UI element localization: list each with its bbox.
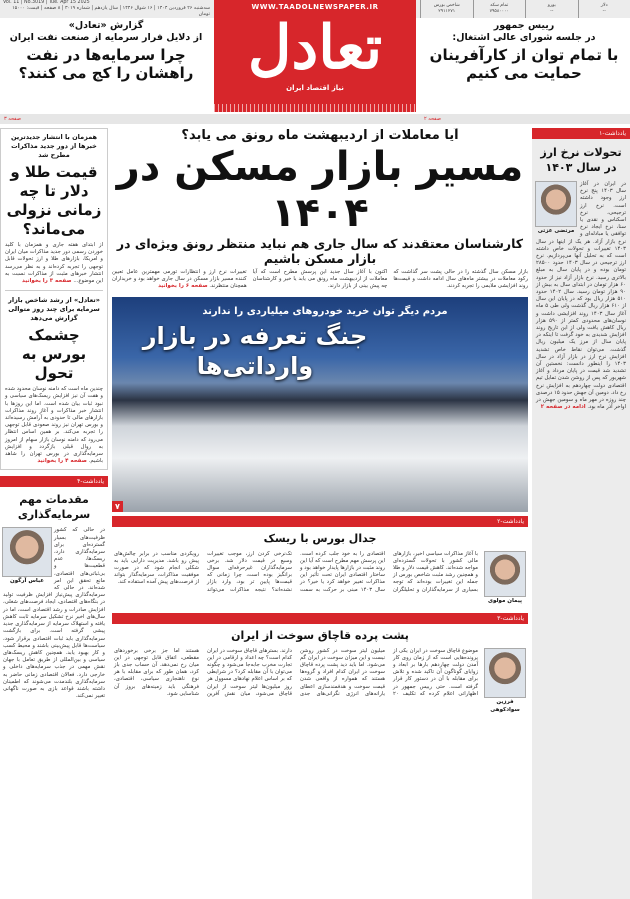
page-ref[interactable]: صفحه ۲ bbox=[424, 116, 441, 122]
logo-ruler bbox=[214, 104, 416, 112]
gold-dollar-story[interactable] bbox=[5, 133, 103, 285]
lead-photo[interactable] bbox=[112, 297, 528, 512]
quote-value: ۲۹۱۱۲۷۱ bbox=[438, 9, 456, 14]
kicker: از دلایل فرار سرمایه از صنعت نفت ایران bbox=[9, 32, 203, 43]
kicker: رییس جمهور bbox=[493, 20, 555, 31]
date-line: سه‌شنبه ۲۶ فروردین ۱۴۰۴ | ۱۶ شوال ۱۴۴۶ | سال یازدهم | شماره ۳۰۱۹ | ۸ صفحه | قیمت: ۱۵۰۰۰ تومان bbox=[12, 6, 210, 17]
quote-value: -- bbox=[602, 9, 606, 14]
headline: با تمام توان از کارآفرینان حمایت می کنیم bbox=[429, 46, 619, 82]
editorial-title: تحولات نرخ ارز در سال ۱۴۰۳ bbox=[540, 146, 622, 174]
quote-label: تمام سکه bbox=[490, 3, 509, 8]
logo-name: تعادل bbox=[247, 13, 383, 83]
read-more-link[interactable]: صفحه ۶ را بخوانید bbox=[158, 283, 208, 290]
quote-label: دلار bbox=[600, 3, 608, 8]
lead-headline: مسیر بازار مسکن در ۱۴۰۴ bbox=[116, 144, 524, 236]
author-block bbox=[2, 527, 52, 585]
volume-line: Vol. 11 | No.3019 | Tue. Apr 15 2025 bbox=[3, 0, 90, 5]
kicker: در جلسه شورای عالی اشتغال: bbox=[452, 32, 596, 43]
quote-stock-index bbox=[420, 0, 473, 18]
read-more-link[interactable]: صفحه ۴ را بخوانید bbox=[37, 458, 87, 465]
kicker: «تعادل» از رشد شاخص بازار سرمایه برای چند روز متوالی گزارش می‌دهد bbox=[8, 296, 100, 323]
section-label: یادداشت-۱ bbox=[532, 128, 630, 139]
quote-value: ۷۹۵۸۰۰۰۰ bbox=[489, 9, 509, 14]
editorial-title: پشت پرده قاچاق سوخت از ایران bbox=[231, 628, 409, 642]
author-name: مرتضی عزتی bbox=[537, 228, 575, 234]
quote-label: یورو bbox=[547, 3, 556, 8]
lead-subhead: کارشناسان معتقدند که سال جاری هم نباید منتظر رونق ویژه‌ای در بازار مسکن باشیم bbox=[116, 236, 524, 266]
author-name: پیمان مولوی bbox=[487, 597, 523, 604]
editorial-4[interactable] bbox=[0, 476, 108, 700]
author-block bbox=[484, 551, 526, 605]
author-block bbox=[535, 181, 577, 235]
author-name: عباس آرگون bbox=[10, 578, 44, 585]
photo-headline: جنگ تعرفه در بازار وارداتی‌ها bbox=[142, 321, 368, 380]
quote-value: -- bbox=[550, 9, 554, 14]
editorial-body: موضوع قاچاق سوخت در ایران یکی از پرونده‌هایی است که از زمان روی کار آمدن دولت چهاردهم بارها بر ابعاد و زوایای گوناگون آن تاکید شده و تلاش برای مقابله با آن در دستور کار قرار گرفته است. حتی رییس جمهور در اظهاراتی اعلام کرده که تکلیف ۲۰ میلیون لیتر سوخت در کشور روشن نیست و این میزان سوخت در ایران گم می‌شود. اما باید دید پشت پرده قاچاق سوخت در ایران کدام افراد و گروه‌ها هستند که همواره از واقعی شدن قیمت سوخت و هدفمندسازی اعطای یارانه‌های انرژی نگرانی‌های جدی دارند. بسترهای قاچاق سوخت در ایران کدام است؟ چه اعداد و ارقامی در این تجارت مخرب جابه‌جا می‌شود و چگونه می‌توان با آن مقابله کرد؟ در شرایطی که بر اساس اعلام نهادهای مسوول هر روز میلیون‌ها لیتر سوخت از ایران قاچاق می‌شود، میان نقش آفرین هستند اما جز برخی برخوردهای مقطعی، اتفاق قابل توجهی در این میان رخ نمی‌دهد. آن حساب جدی باز کرد، همان طور که برای مقابله با هر نوع ناهنجاری سیاسی، اقتصادی، فرهنگی باید زمینه‌های بروز آن شناسایی شود. bbox=[114, 647, 478, 697]
center-column bbox=[112, 128, 528, 899]
left-column bbox=[0, 128, 108, 899]
divider-bar bbox=[0, 114, 630, 124]
author-name: فرزین سوادکوهی bbox=[490, 698, 520, 713]
kicker: گزارش «تعادل» bbox=[68, 20, 144, 31]
read-more-link[interactable]: صفحه ۳ را بخوانید bbox=[22, 278, 72, 285]
story-body: از ابتدای هفته جاری و همزمان با کلید خوردن رسمی دور جدید مذاکرات میان ایران و امریکا، بازارهای طلا و ارز تحولات قابل توجهی را تجربه کرده‌اند و به نظر می‌رسد انتشار خبرهای مثبت از مذاکرات نسبت به این موضوع... bbox=[5, 242, 103, 285]
issue-date bbox=[3, 0, 210, 18]
headline: چشمک بورس به تحول bbox=[21, 326, 87, 383]
editorial-title: جدال بورس با ریسک bbox=[263, 531, 377, 545]
editorial-body: در ایران در آغاز سال ۱۴۰۳ پنج نرخ ارز وجود داشته است. نرخ ارز ترجیحی، نرخ اسکناس و نقدی یا سنا، نرخ ایجاد نرخ توافقی یا مبادله‌ای و نرخ بازار آزاد. هر یک از اینها در سال ۱۴۰۳ تغییرات و تحولات خاص داشته است که به تحلیل آنها می‌پردازیم. نرخ ارز ترجیحی در سال ۱۴۰۳ حدود ۲۸۵۰۰ تومان بوده و در پایان سال به مبلغ بالاتری رسید. نرخ بازار آزاد نیز از حدود ۶۰ هزار تومان در ابتدای سال به بیش از ۹۰ هزار تومان رسید. سال ۱۴۰۲ حدود ۵۱۰ هزار ریال بود که در پایان این سال از ۶۱۰ هزار ریال گذشت ولی طی ۵ ماه آغاز سال ۱۴۰۳ روند افزایشی داشت و نوسان‌های محدودی کمتر از ۵۹۰ هزار ریال کاهش یافت ولی از این تاریخ روند افزایش شدیدی به خود گرفت تا اینکه در پایان سال از مرز یک میلیون ریال گذشت. می‌توان نقاط خاص تشدید افزایش نرخ ارز در بازار آزاد در سال ۱۴۰۳ را اینطور دانست: نخستین آن تشدید شد قیمت در پایان مرداد و آغاز شهریور که پس از روشن شدن تمایل تیم اقتصادی دولت چهاردهم به افزایش نرخ رخ داد. دومین آن جهش حدود ۱۵ درصدی چند روزه در مهر ماه و سومین جهش در اواخر آذر ماه بود. bbox=[536, 181, 626, 411]
editorial-2[interactable] bbox=[112, 516, 528, 607]
editorial-1[interactable] bbox=[532, 128, 630, 899]
quote-euro bbox=[525, 0, 578, 18]
quote-dollar bbox=[578, 0, 630, 18]
lead-column: بازار مسکن سال گذشته را در حالی پشت سر گذاشت که رکود معاملات در بیشتر ماه‌های سال ادامه داشت و قیمت‌ها روند افزایشی ملایمی را تجربه کردند. bbox=[393, 269, 528, 290]
section-label: یادداشت-۲ bbox=[112, 516, 528, 527]
lead-column bbox=[112, 269, 247, 291]
lead-column: اکنون با آغاز سال جدید این پرسش مطرح است که آیا معاملات از اردیبهشت ماه رونق می یابد یا خیر و کارشناسان چه پیش بینی از بازار دارند. bbox=[252, 269, 388, 290]
masthead-logo bbox=[214, 0, 416, 112]
lead-story[interactable] bbox=[112, 128, 528, 291]
author-photo bbox=[484, 648, 526, 698]
headline: چرا سرمایه‌ها در نفت راهشان را کج می کنند؟ bbox=[18, 46, 194, 82]
author-block bbox=[484, 648, 526, 714]
author-photo bbox=[484, 551, 526, 597]
stock-market-story[interactable] bbox=[5, 296, 103, 465]
site-url[interactable]: WWW.TAADOLNEWSPAPER.IR bbox=[251, 3, 379, 11]
lead-kicker: آیا معاملات از اردیبهشت ماه رونق می یابد؟ bbox=[181, 128, 459, 143]
left-stories bbox=[0, 128, 108, 470]
page-number-badge: ۷ bbox=[112, 501, 123, 512]
kicker: همزمان با انتشار جدیدترین خبرها از دور جدید مذاکرات مطرح شد bbox=[10, 133, 98, 159]
headline: قیمت طلا و دلار تا چه زمانی نزولی می‌ماند؟ bbox=[6, 163, 102, 238]
masthead-right-story[interactable] bbox=[420, 20, 628, 82]
logo-tagline: نیاز اقتصاد ایران bbox=[286, 84, 344, 92]
page-ref[interactable]: صفحه ۳ bbox=[4, 116, 21, 122]
section-label: یادداشت-۳ bbox=[112, 613, 528, 624]
story-body: چندین ماه است که دامنه نوسان محدود شده و هفت آن نیز افزایش ریسک‌های سیاسی و نبود ثبات بیان شده است. اما این روزها با انتشار خبر مذاکرات و آغاز روند مذاکرات بازارهای مالی تا حدودی به آرامش رسیده‌اند و بورس تهران نیز روند صعودی قابل توجهی را تجربه می‌کند. بر همین اساس انتظار می‌رود که دامنه نوسان بازار سهام از امروز به روال قبلی بازگردد و افزایش سرمایه‌گذاری در بورس تهران را شاهد باشیم. bbox=[5, 386, 103, 465]
author-photo bbox=[2, 527, 52, 577]
editorial-3[interactable] bbox=[112, 613, 528, 713]
author-photo bbox=[535, 181, 577, 227]
editorial-body: با آغاز مذاکرات سیاسی اخیر، بازارهای مالی کشور با تحولات گسترده‌ای مواجه شده‌اند. کاهش قیمت دلار و طلا و همچنین رشد مثبت شاخص بورس از جمله این تغییرات بوده‌اند که توجه بسیاری از سرمایه‌گذاران و تحلیلگران اقتصادی را به خود جلب کرده است. این پرسش مهم مطرح است که آیا این روند مثبت در بازارها پایدار خواهد بود و ساختار اقتصادی ایران تحت تأثیر این مذاکرات تغییر خواهد کرد یا خیر؟ در سال ۱۴۰۳ مبنی بر حرکت به سمت تک‌نرخی کردن ارز، موجب تغییرات وسیع در قیمت دلار شد. برخی سرمایه‌گذاران غیرحرفه‌ای سوال برانگیز بوده است، چرا زمانی که قیمت‌ها پایین تر بود، وارد بازار نشده‌اند؟ نتیجه مذاکرات می‌تواند رویکردی مناسب در برابر چالش‌های پیش رو باشد. مدیریت دارایی باید به شکلی انجام شود که در صورت موفقیت مذاکرات، سرمایه‌گذار بتواند از فرصت‌های پیش آمده استفاده کند. bbox=[114, 550, 478, 593]
masthead-left-story[interactable] bbox=[2, 20, 210, 82]
continued-link[interactable]: ادامه در صفحه ۲ bbox=[540, 404, 586, 411]
photo-kicker: مردم دیگر توان خرید خودروهای میلیاردی را ندارند bbox=[202, 305, 448, 317]
editorial-body: در حالی که کشور ظرفیت‌های بسیار گسترده‌ای برای سرمایه‌گذاری دارد، ریسک‌ها، عدم قطعیت‌ها و بی‌ثباتی‌های اقتصادی، مانع تحقق این امر شده‌اند. در حالی که سرمایه‌گذاری پیش‌نیاز افزایش ظرفیت تولید در بنگاه‌های اقتصادی، ایجاد فرصت‌های شغلی، افزایش صادرات و رشد اقتصادی است، اما در سال‌های اخیر نرخ تشکیل سرمایه ثابت کاهش یافته و استهلاک سرمایه از سرمایه‌گذاری جدید پیشی گرفته است. برای بازگشت سرمایه‌گذاری باید ثبات اقتصادی برقرار شود، سیاست‌ها قابل پیش‌بینی باشند و محیط کسب و کار بهبود یابد. همچنین کاهش ریسک‌های سیاسی و بین‌المللی از طریق تعامل با جهان نقش مهمی در جذب سرمایه‌های داخلی و خارجی دارد. فعالان اقتصادی زمانی حاضر به سرمایه‌گذاری بلندمدت می‌شوند که اطمینان داشته باشند قواعد بازی به صورت ناگهانی تغییر نمی‌کند. bbox=[3, 527, 105, 700]
editorial-title: مقدمات مهم سرمایه‌گذاری bbox=[17, 493, 91, 522]
quote-coin bbox=[473, 0, 526, 18]
quote-label: شاخص بورس bbox=[433, 3, 460, 8]
section-label: یادداشت-۴ bbox=[0, 476, 108, 487]
market-quotes bbox=[420, 0, 630, 18]
lead-text: تغییرات نرخ ارز و انتظارات تورمی مهمترین عامل تعیین کننده مسیر بازار مسکن در سال جاری خواهد بود و خریداران همچنان منتظرند. bbox=[112, 269, 247, 290]
